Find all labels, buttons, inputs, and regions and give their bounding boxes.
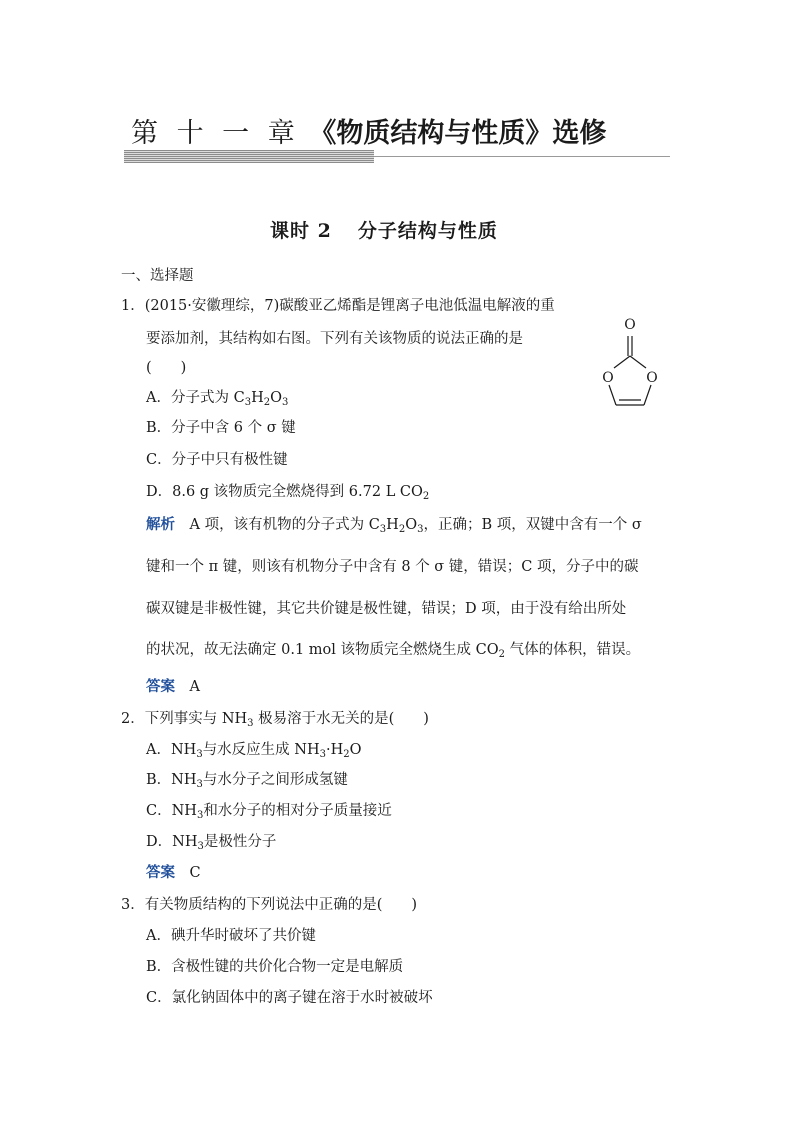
q2-option-c: C．$NH_3$和水分子的相对分子质量接近 (146, 803, 392, 821)
ring-bond-lower-left (609, 385, 616, 405)
q2-option-a: A．$NH_3$与水反应生成 $NH_3\cdot H_2O$ (146, 742, 362, 760)
lesson-number: 课时 2 (270, 220, 332, 242)
q1-analysis-line4: 的状况，故无法确定 0.1 mol 该物质完全燃烧生成 $CO_2$ 气体的体积，错误。 (146, 642, 641, 660)
q1-analysis-line1: 解析 A 项，该有机物的分子式为 $C_3H_2O_3$，正确；B 项，双键中含有一个 σ (146, 517, 642, 535)
atom-o-top: O (624, 317, 636, 333)
header-rule-line (374, 156, 670, 157)
lesson-name: 分子结构与性质 (357, 220, 498, 242)
header-rule-shaded (124, 150, 374, 163)
q1-option-a: A．分子式为 $C_3H_2O_3$ (146, 390, 289, 408)
q1-option-d: D．8.6 g 该物质完全燃烧得到 6.72 L $CO_2$ (146, 484, 430, 502)
section-heading: 一、选择题 (121, 268, 194, 284)
chapter-number: 第 十 一 章 (131, 118, 300, 149)
atom-o-left: O (602, 370, 614, 386)
q2-option-d: D．$NH_3$是极性分子 (146, 834, 277, 852)
q2-option-b: B．$NH_3$与水分子之间形成氢键 (146, 772, 348, 790)
lesson-title (270, 216, 498, 243)
q1-stem-line2: 要添加剂，其结构如右图。下列有关该物质的说法正确的是 (146, 331, 523, 347)
q1-blank: ( ) (146, 360, 187, 376)
atom-o-right: O (646, 370, 658, 386)
answer-value: A (175, 679, 200, 695)
chapter-name: 《物质结构与性质》选修 (309, 118, 607, 149)
answer-value: C (175, 865, 201, 881)
analysis-label: 解析 (146, 517, 175, 533)
vinylene-carbonate-structure (592, 312, 672, 412)
q3-option-c: C．氯化钠固体中的离子键在溶于水时被破坏 (146, 990, 433, 1006)
q3-option-a: A．碘升华时破坏了共价键 (146, 928, 316, 944)
q1-option-c: C．分子中只有极性键 (146, 452, 288, 468)
q1-analysis-line3: 碳双键是非极性键，其它共价键是极性键，错误；D 项，由于没有给出所处 (146, 601, 627, 617)
q2-answer (146, 861, 201, 882)
ring-bond-right (630, 356, 646, 368)
q2-stem: 2．下列事实与 $NH_3$ 极易溶于水无关的是( ) (121, 711, 429, 729)
q1-analysis-line2: 键和一个 π 键，则该有机物分子中含有 8 个 σ 键，错误；C 项，分子中的碳 (146, 559, 639, 575)
q1-answer (146, 675, 200, 696)
ring-bond-left (614, 356, 630, 368)
answer-label: 答案 (146, 679, 175, 695)
ring-bond-lower-right (644, 385, 651, 405)
chapter-title (131, 111, 606, 150)
q1-option-b: B．分子中含 6 个 σ 键 (146, 420, 296, 436)
q3-option-b: B．含极性键的共价化合物一定是电解质 (146, 959, 404, 975)
answer-label: 答案 (146, 865, 175, 881)
q3-stem: 3．有关物质结构的下列说法中正确的是( ) (121, 897, 418, 913)
q1-stem-line1: 1．(2015·安徽理综，7)碳酸亚乙烯酯是锂离子电池低温电解液的重 (121, 298, 555, 314)
